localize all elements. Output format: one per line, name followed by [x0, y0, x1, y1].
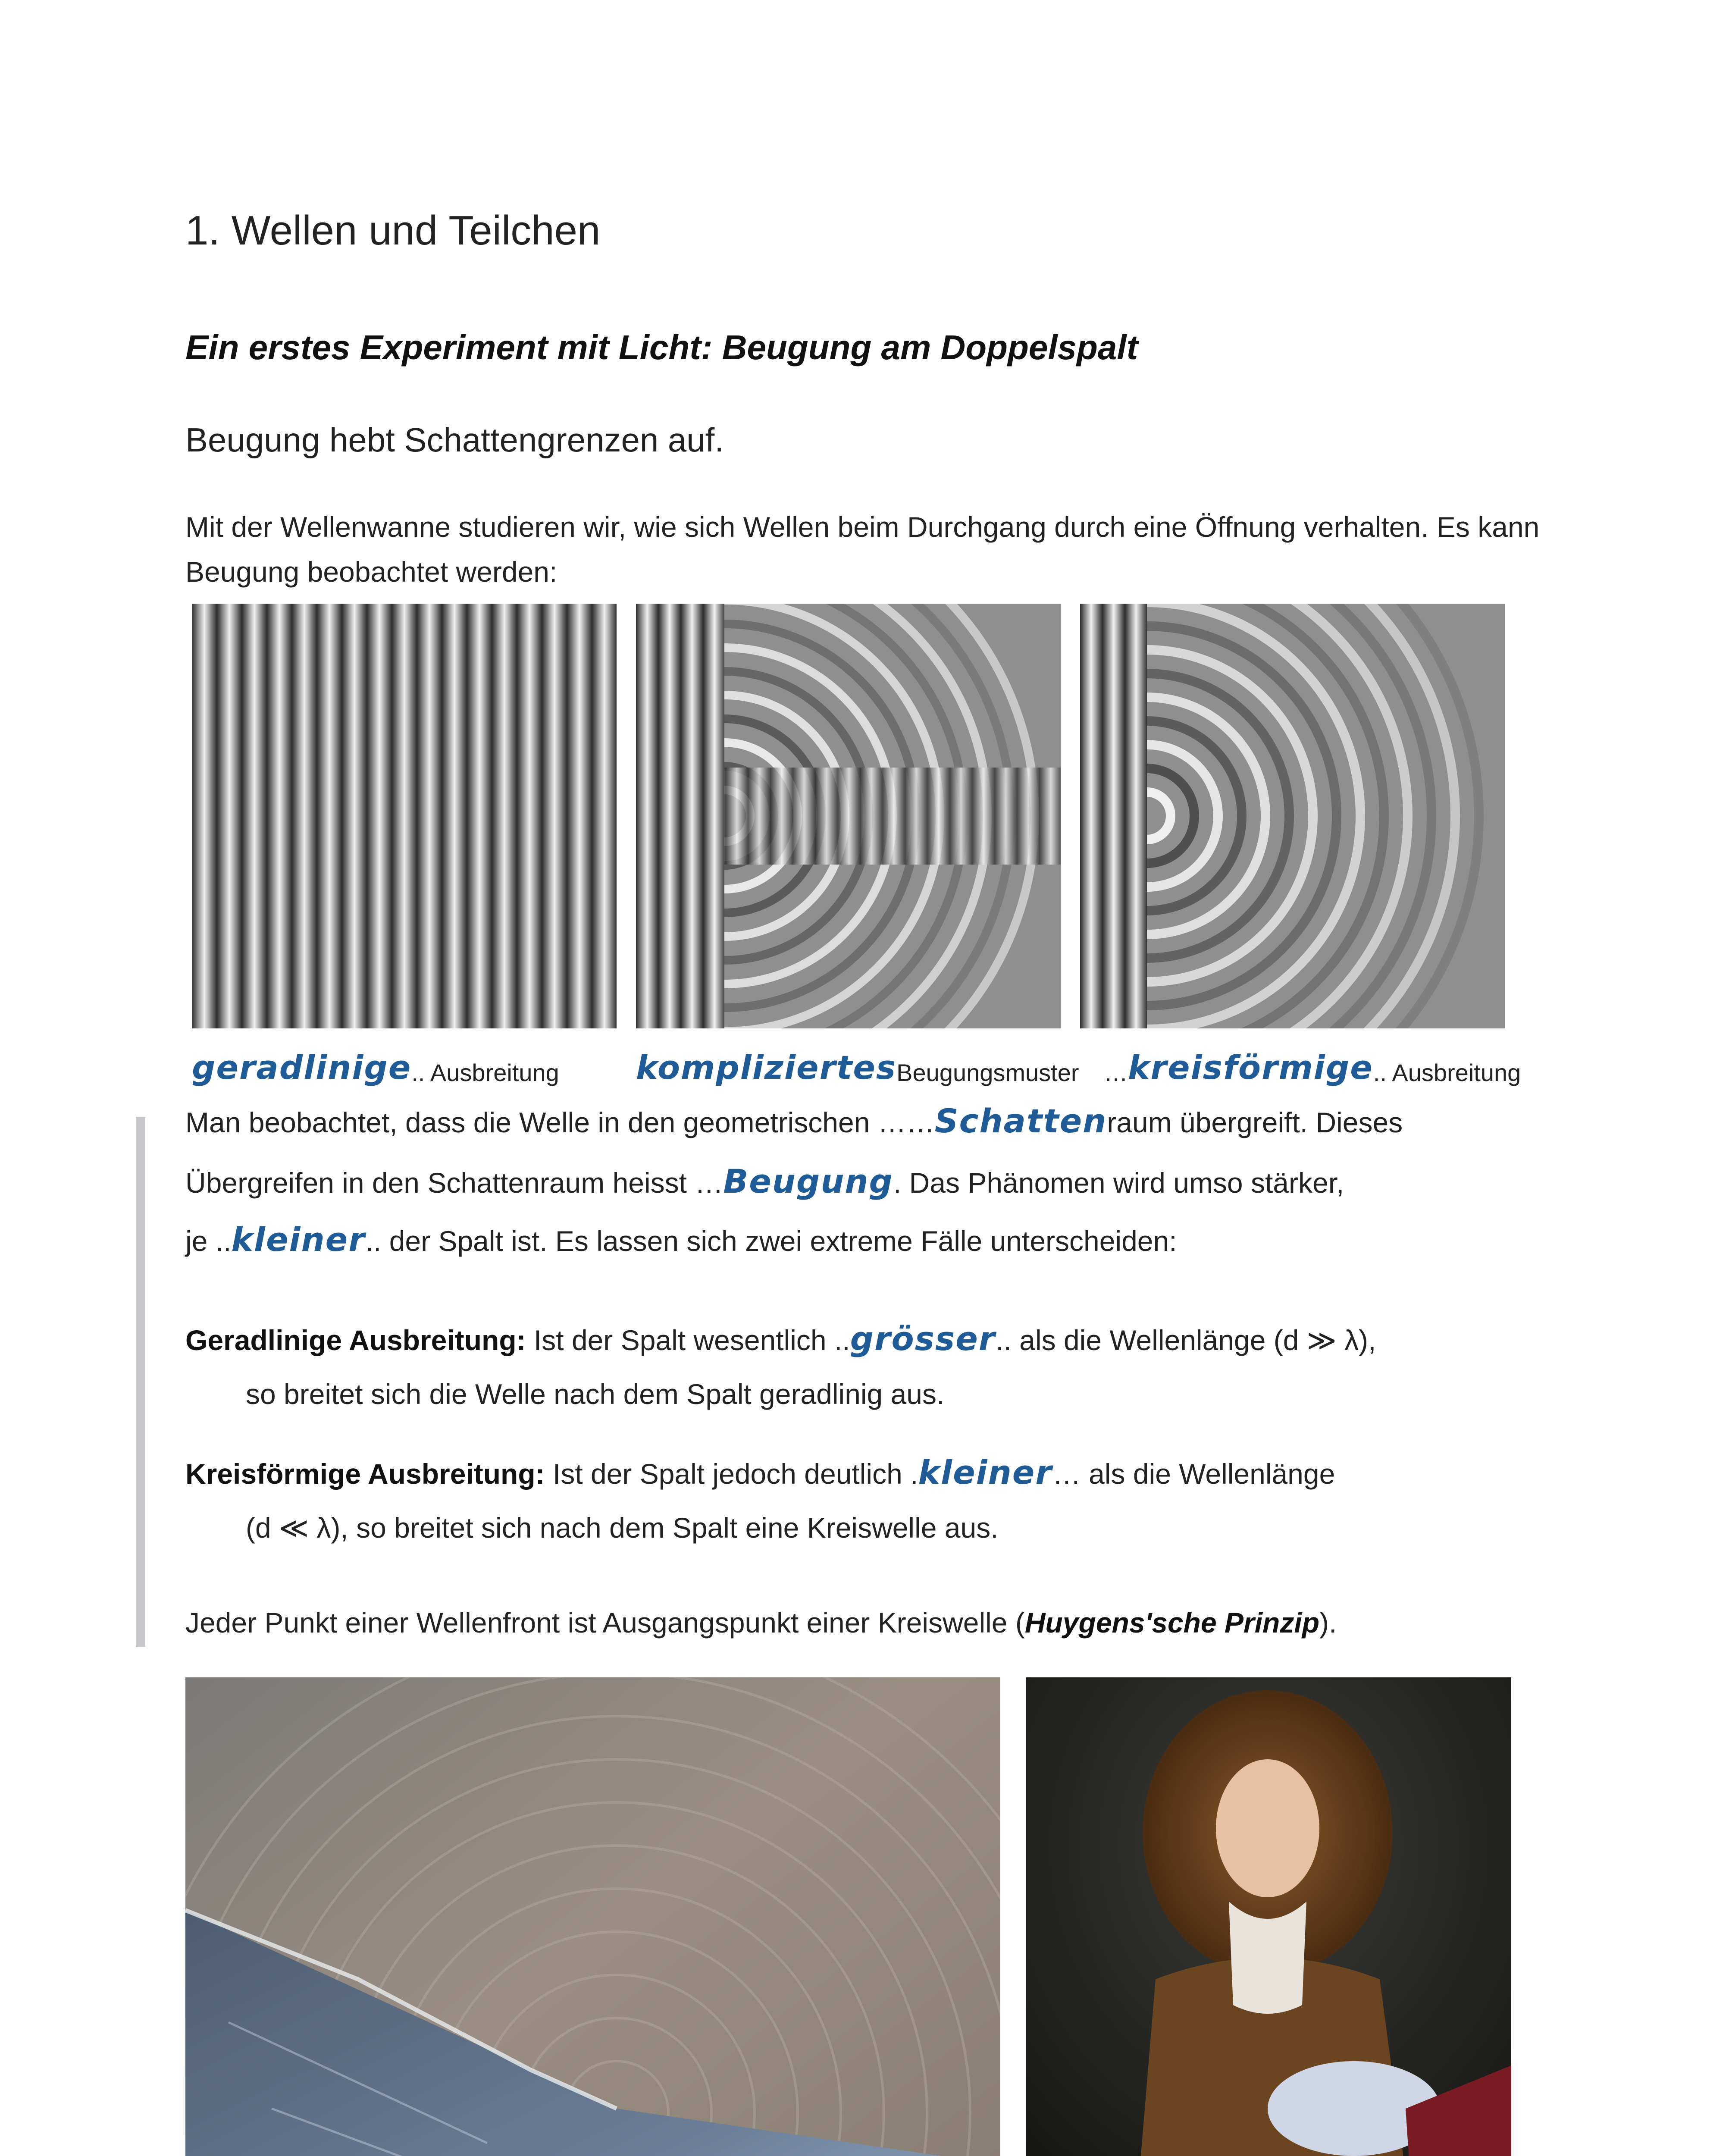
text: Man beobachtet, dass die Welle in den geometrischen ……: [185, 1106, 935, 1138]
case-straight-line-1: [185, 1319, 1565, 1358]
wide-slit-image: [636, 604, 1061, 1028]
principle-name: Huygens'sche Prinzip: [1024, 1607, 1320, 1639]
para-line-2: [185, 1162, 1565, 1200]
handwritten-answer: Schatten: [934, 1102, 1107, 1140]
chapter-title: 1. Wellen und Teilchen: [185, 207, 601, 254]
portrait-illustration: [1026, 1677, 1511, 2156]
handwritten-answer: Beugung: [723, 1162, 893, 1200]
text: . Das Phänomen wird umso stärker,: [893, 1167, 1344, 1199]
case-circular-line-1: [185, 1453, 1565, 1492]
intro-paragraph: Mit der Wellenwanne studieren wir, wie sich Wellen beim Durchgang durch eine Öffnung verhalten. Es kann Beugung beobachtet werden:: [185, 511, 1540, 588]
text: Ist der Spalt jedoch deutlich .: [545, 1458, 918, 1490]
narrow-slit-figure: [1080, 604, 1505, 1028]
huygens-portrait: [1026, 1677, 1511, 2156]
text: Jeder Punkt einer Wellenfront ist Ausgangspunkt einer Kreiswelle (: [185, 1607, 1025, 1639]
caption-narrow-slit: [1104, 1039, 1521, 1087]
caption-prefix: …: [1104, 1059, 1128, 1086]
sidebar-marker: [136, 1117, 145, 1647]
water-wave-photo: [185, 1677, 1000, 2156]
narrow-slit-image: [1080, 604, 1505, 1028]
wide-slit-figure: [636, 604, 1061, 1028]
water-wave-illustration: [185, 1677, 1000, 2156]
section-title: Ein erstes Experiment mit Licht: Beugung am Doppelspalt: [185, 328, 1138, 367]
caption-straight: [192, 1039, 559, 1087]
para-line-3: [185, 1220, 1565, 1259]
handwritten-answer: kleiner: [231, 1220, 366, 1259]
case-circular-line-2: (d ≪ λ), so breitet sich nach dem Spalt eine Kreiswelle aus.: [246, 1512, 999, 1544]
handwritten-answer: kreisförmige: [1128, 1048, 1373, 1087]
caption-text: .. Ausbreitung: [411, 1059, 559, 1086]
text: … als die Wellenlänge: [1052, 1458, 1335, 1490]
text: ).: [1319, 1607, 1337, 1639]
text: .. der Spalt ist. Es lassen sich zwei extreme Fälle unterscheiden:: [365, 1225, 1177, 1257]
lead-statement: Beugung hebt Schattengrenzen auf.: [185, 421, 724, 459]
handwritten-answer: geradlinige: [192, 1048, 412, 1087]
text: raum übergreift. Dieses: [1107, 1106, 1403, 1138]
plane-wave-figure: [192, 604, 617, 1028]
para-line-1: [185, 1102, 1565, 1140]
caption-wide-slit: [636, 1039, 1079, 1087]
text: Übergreifen in den Schattenraum heisst …: [185, 1167, 723, 1199]
caption-text: Beugungsmuster: [896, 1059, 1079, 1086]
text: je ..: [185, 1225, 232, 1257]
plane-wave-image: [192, 604, 617, 1028]
handwritten-answer: kompliziertes: [636, 1048, 897, 1087]
text: Ist der Spalt wesentlich ..: [526, 1324, 850, 1356]
handwritten-answer: kleiner: [918, 1453, 1052, 1492]
handwritten-answer: grösser: [850, 1319, 996, 1358]
text: .. als die Wellenlänge (d ≫ λ),: [996, 1324, 1376, 1356]
huygens-principle: [185, 1606, 1565, 1639]
case-straight-line-2: so breitet sich die Welle nach dem Spalt geradlinig aus.: [246, 1378, 945, 1410]
case-label: Kreisförmige Ausbreitung:: [185, 1458, 545, 1490]
case-label: Geradlinige Ausbreitung:: [185, 1324, 526, 1356]
caption-text: .. Ausbreitung: [1373, 1059, 1521, 1086]
